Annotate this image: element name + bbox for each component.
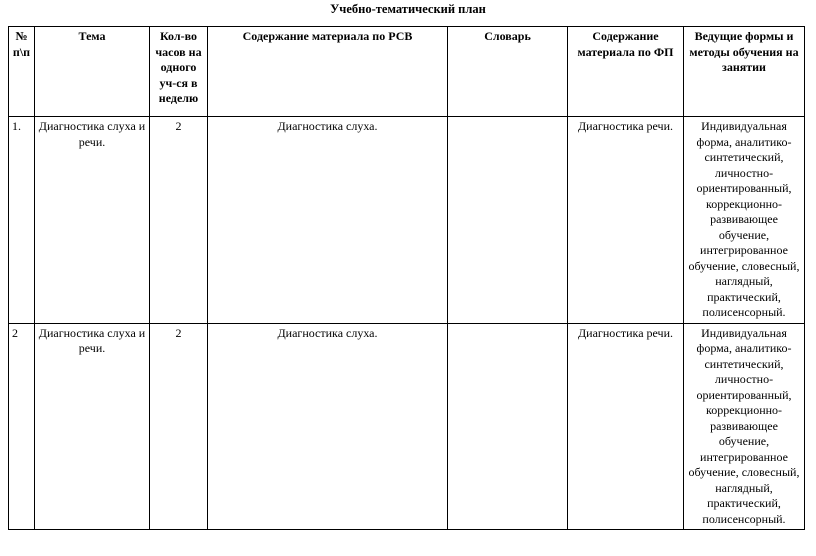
cell-vocabulary [448, 323, 568, 530]
cell-rsv-content: Диагностика слуха. [208, 323, 448, 530]
cell-hours: 2 [150, 323, 208, 530]
header-number: № п\п [9, 27, 35, 117]
cell-vocabulary [448, 117, 568, 324]
cell-topic: Диагностика слуха и речи. [35, 323, 150, 530]
cell-fp-content: Диагностика речи. [568, 117, 684, 324]
header-hours: Кол-во часов на одного уч-ся в неделю [150, 27, 208, 117]
table-row [9, 117, 805, 324]
cell-topic: Диагностика слуха и речи. [35, 117, 150, 324]
curriculum-table [8, 26, 805, 530]
header-methods: Ведущие формы и методы обучения на занятии [684, 27, 805, 117]
cell-number: 2 [9, 323, 35, 530]
header-fp-content: Содержание материала по ФП [568, 27, 684, 117]
cell-methods: Индивидуальная форма, аналитико-синтетический, личностно-ориентированный, коррекционно-развивающее обучение, интегрированное обучение, словесный, наглядный, практический, полисенсорный. [684, 323, 805, 530]
header-row [9, 27, 805, 117]
cell-fp-content: Диагностика речи. [568, 323, 684, 530]
header-vocabulary: Словарь [448, 27, 568, 117]
header-topic: Тема [35, 27, 150, 117]
header-rsv-content: Содержание материала по РСВ [208, 27, 448, 117]
cell-methods: Индивидуальная форма, аналитико-синтетический, личностно-ориентированный, коррекционно-развивающее обучение, интегрированное обучение, словесный, наглядный, практический, полисенсорный. [684, 117, 805, 324]
table-row [9, 323, 805, 530]
document-title: Учебно-тематический план [330, 2, 486, 16]
cell-number: 1. [9, 117, 35, 324]
cell-rsv-content: Диагностика слуха. [208, 117, 448, 324]
cell-hours: 2 [150, 117, 208, 324]
